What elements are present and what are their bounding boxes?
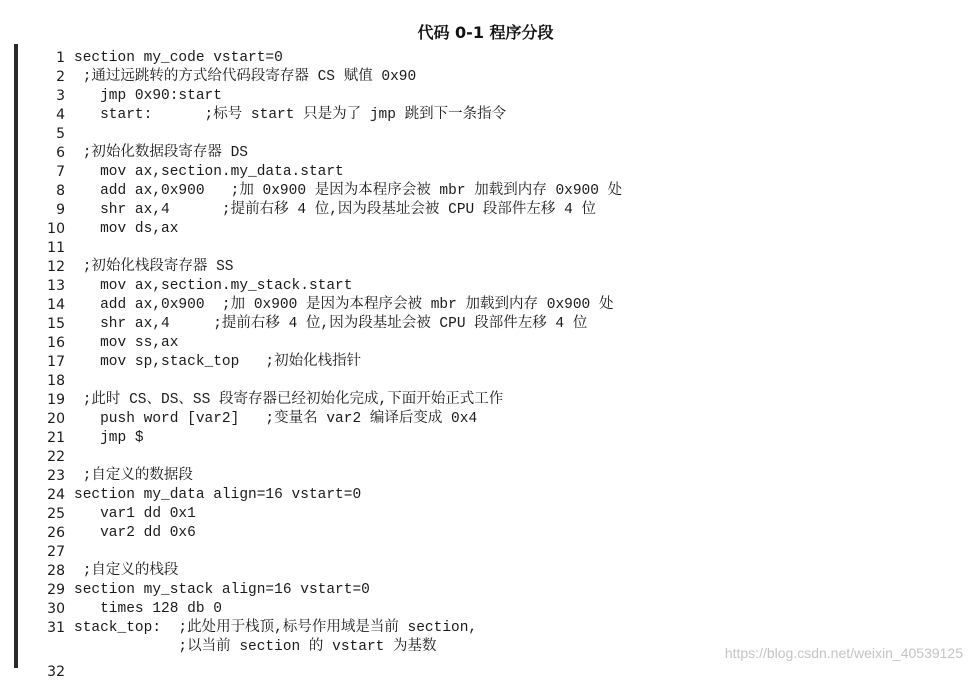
code-text: mov ss,ax	[74, 335, 179, 351]
line-number: 7	[56, 164, 65, 180]
line-number: 23	[47, 468, 65, 484]
line-number: 8	[56, 183, 65, 199]
code-text: start: ;标号 start 只是为了 jmp 跳到下一条指令	[74, 107, 507, 123]
code-text: ;初始化数据段寄存器 DS	[74, 145, 249, 161]
line-number: 24	[47, 487, 65, 503]
code-text: add ax,0x900 ;加 0x900 是因为本程序会被 mbr 加载到内存 0x900 处	[74, 297, 614, 313]
figure-caption: 代码 0-1 程序分段	[417, 23, 554, 42]
line-number: 9	[56, 202, 65, 218]
code-text: section my_data align=16 vstart=0	[74, 487, 362, 503]
line-number: 15	[47, 316, 65, 332]
line-number: 17	[47, 354, 65, 370]
line-number: 13	[47, 278, 65, 294]
code-text: ;自定义的栈段	[74, 563, 179, 579]
line-number: 28	[47, 563, 65, 579]
line-number: 20	[47, 411, 65, 427]
line-number: 29	[47, 582, 65, 598]
line-number: 14	[47, 297, 65, 313]
code-text: add ax,0x900 ;加 0x900 是因为本程序会被 mbr 加载到内存 0x900 处	[74, 183, 623, 199]
line-number: 12	[47, 259, 65, 275]
line-number: 11	[47, 240, 65, 256]
code-text: shr ax,4 ;提前右移 4 位,因为段基址会被 CPU 段部件左移 4 位	[74, 202, 597, 218]
code-text: section my_code vstart=0	[74, 50, 283, 66]
code-text: stack_top: ;此处用于栈顶,标号作用域是当前 section,	[74, 620, 478, 636]
line-number: 26	[47, 525, 65, 541]
code-text: section my_stack align=16 vstart=0	[74, 582, 370, 598]
code-text: shr ax,4 ;提前右移 4 位,因为段基址会被 CPU 段部件左移 4 位	[74, 316, 588, 332]
line-number: 10	[47, 221, 65, 237]
line-number: 27	[47, 544, 65, 560]
code-text: mov ax,section.my_data.start	[74, 164, 344, 180]
code-text: mov ds,ax	[74, 221, 179, 237]
code-text: ;以当前 section 的 vstart 为基数	[74, 639, 437, 655]
code-text: ;通过远跳转的方式给代码段寄存器 CS 赋值 0x90	[74, 69, 417, 85]
code-text: ;自定义的数据段	[74, 468, 193, 484]
code-block-left-border	[14, 44, 18, 668]
line-number: 3	[56, 88, 65, 104]
line-number: 1	[56, 50, 65, 66]
code-text: var2 dd 0x6	[74, 525, 196, 541]
line-number: 6	[56, 145, 65, 161]
line-number: 25	[47, 506, 65, 522]
code-text: ;此时 CS、DS、SS 段寄存器已经初始化完成,下面开始正式工作	[74, 392, 504, 408]
line-number: 5	[56, 126, 65, 142]
watermark: https://blog.csdn.net/weixin_40539125	[724, 645, 963, 661]
line-number: 2	[56, 69, 65, 85]
code-text: jmp 0x90:start	[74, 88, 222, 104]
line-number: 32	[47, 664, 65, 680]
line-number: 31	[47, 620, 65, 636]
line-number: 22	[47, 449, 65, 465]
code-text: mov sp,stack_top ;初始化栈指针	[74, 354, 362, 370]
code-text: ;初始化栈段寄存器 SS	[74, 259, 234, 275]
line-number: 18	[47, 373, 65, 389]
line-number: 16	[47, 335, 65, 351]
line-number: 19	[47, 392, 65, 408]
line-number: 4	[56, 107, 65, 123]
cropped-previous-text	[0, 0, 971, 6]
code-text: mov ax,section.my_stack.start	[74, 278, 353, 294]
line-number: 21	[47, 430, 65, 446]
code-text: var1 dd 0x1	[74, 506, 196, 522]
code-text: jmp $	[74, 430, 144, 446]
code-text: push word [var2] ;变量名 var2 编译后变成 0x4	[74, 411, 478, 427]
line-number: 30	[47, 601, 65, 617]
code-text: times 128 db 0	[74, 601, 222, 617]
